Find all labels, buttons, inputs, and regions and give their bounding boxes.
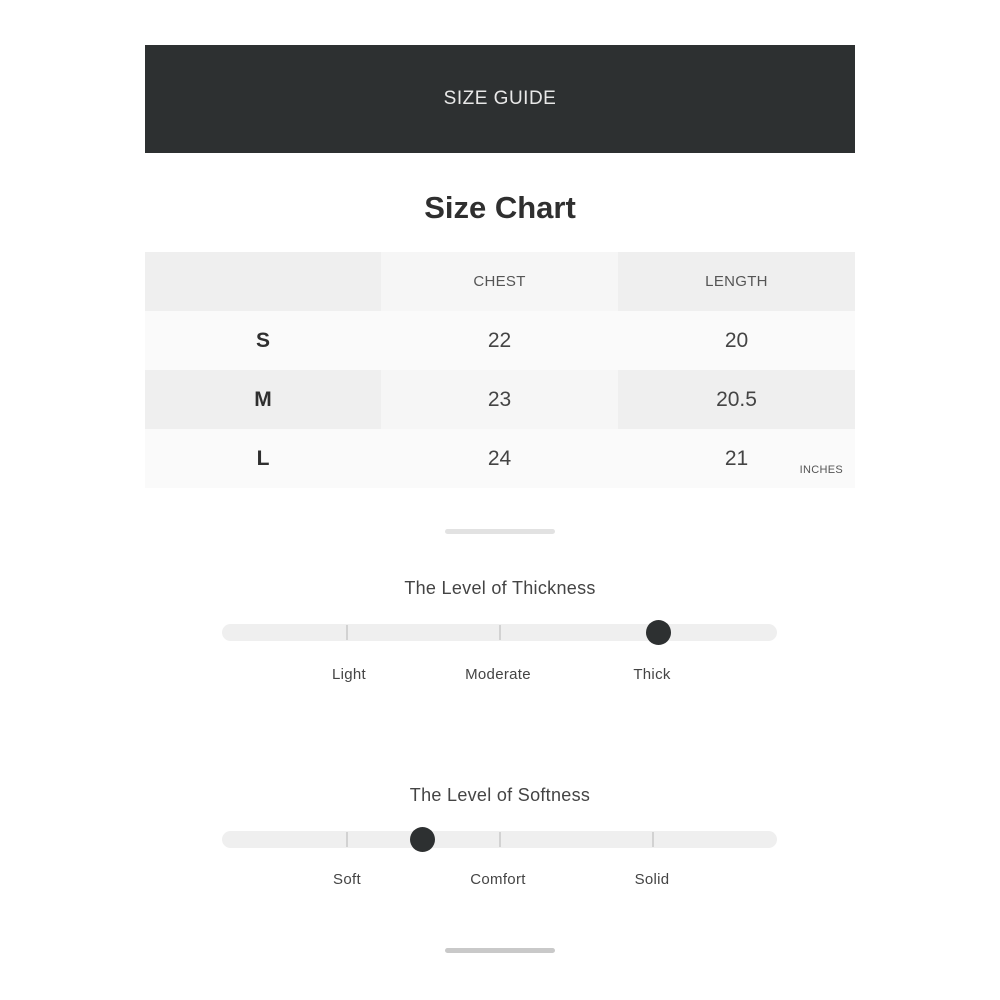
size-chart-title: Size Chart xyxy=(424,190,576,225)
thickness-label-light: Light xyxy=(331,666,367,683)
softness-label-solid: Solid xyxy=(634,871,670,888)
softness-slider-track[interactable] xyxy=(222,831,777,848)
column-header-chest: CHEST xyxy=(381,252,618,311)
thickness-tick-moderate xyxy=(499,625,501,640)
softness-tick-solid xyxy=(652,832,654,847)
softness-tick-soft xyxy=(346,832,348,847)
row-label-m: M xyxy=(145,370,381,429)
row-label-s: S xyxy=(145,311,381,370)
softness-label-comfort: Comfort xyxy=(470,871,526,888)
header-title: SIZE GUIDE xyxy=(443,88,557,109)
table-header-corner xyxy=(145,252,381,311)
thickness-slider-thumb[interactable] xyxy=(646,620,671,645)
softness-label-soft: Soft xyxy=(333,871,361,888)
softness-slider-thumb[interactable] xyxy=(410,827,435,852)
row-label-l: L xyxy=(145,429,381,488)
size-chart-table xyxy=(145,252,855,488)
thickness-title: The Level of Thickness xyxy=(404,578,596,598)
size-guide-header xyxy=(145,45,855,153)
section-divider xyxy=(445,529,555,534)
cell-l-length-value: 21 xyxy=(724,446,749,470)
softness-tick-comfort xyxy=(499,832,501,847)
bottom-divider xyxy=(445,948,555,953)
thickness-label-thick: Thick xyxy=(633,666,671,683)
thickness-tick-light xyxy=(346,625,348,640)
cell-m-length: 20.5 xyxy=(618,370,855,429)
softness-title: The Level of Softness xyxy=(409,785,591,805)
cell-s-chest: 22 xyxy=(381,311,618,370)
cell-l-length xyxy=(618,429,855,488)
cell-l-chest: 24 xyxy=(381,429,618,488)
cell-m-chest: 23 xyxy=(381,370,618,429)
thickness-slider-track[interactable] xyxy=(222,624,777,641)
column-header-length: LENGTH xyxy=(618,252,855,311)
cell-s-length: 20 xyxy=(618,311,855,370)
thickness-label-moderate: Moderate xyxy=(465,666,531,683)
unit-note: INCHES xyxy=(799,464,843,476)
